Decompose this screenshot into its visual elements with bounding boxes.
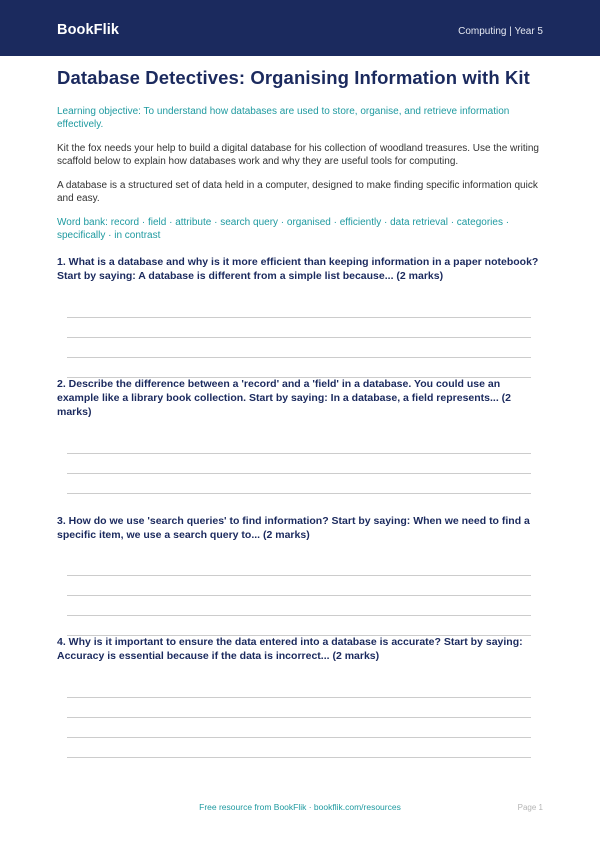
answer-line[interactable] (67, 453, 531, 454)
intro-paragraph: Kit the fox needs your help to build a digital database for his collection of woodland treasures. Use the writing scaffold below to explain how databases work and why they are useful tools for computing. (57, 143, 539, 167)
intro-section (57, 62, 543, 242)
definition-paragraph: A database is a structured set of data held in a computer, designed to make finding specific information quick and easy. (57, 180, 538, 204)
answer-line[interactable] (67, 595, 531, 596)
page-title: Database Detectives: Organising Information with Kit (57, 67, 530, 88)
question-prompt: 2. Describe the difference between a 'record' and a 'field' in a database. You could use an example like a library book collection. Start by saying: In a database, a field represents... (2 marks) (57, 378, 511, 418)
subject-label: Computing | Year 5 (458, 26, 543, 37)
question-prompt: 3. How do we use 'search queries' to find information? Start by saying: When we need to find a specific item, we use a search query to... (2 marks) (57, 515, 530, 541)
learning-objective: Learning objective: To understand how databases are used to store, organise, and retrieve information effectively. (57, 106, 510, 130)
question-block-2 (57, 377, 543, 419)
brand-logo: BookFlik (57, 22, 120, 38)
answer-line[interactable] (67, 737, 531, 738)
question-block-4 (57, 635, 543, 663)
page-number: Page 1 (517, 803, 543, 812)
answer-line[interactable] (67, 575, 531, 576)
question-prompt: 4. Why is it important to ensure the data entered into a database is accurate? Start by saying: Accuracy is essential because if the data is incorrect... (2 marks) (57, 636, 523, 662)
answer-line[interactable] (67, 757, 531, 758)
question-block-3 (57, 514, 543, 542)
footer-source: Free resource from BookFlik · bookflik.com/resources (199, 802, 401, 812)
answer-line[interactable] (67, 357, 531, 358)
answer-line[interactable] (67, 717, 531, 718)
answer-line[interactable] (67, 337, 531, 338)
answer-line[interactable] (67, 317, 531, 318)
header-bar (0, 0, 600, 56)
answer-line[interactable] (67, 615, 531, 616)
question-block-1 (57, 255, 543, 283)
answer-line[interactable] (67, 493, 531, 494)
answer-line[interactable] (67, 473, 531, 474)
answer-line[interactable] (67, 697, 531, 698)
question-prompt: 1. What is a database and why is it more efficient than keeping information in a paper notebook? Start by saying: A database is different from a simple list because... (2 marks) (57, 256, 539, 282)
word-bank: Word bank: record · field · attribute · search query · organised · efficiently · data retrieval · categories · specifically · in contrast (57, 217, 510, 241)
